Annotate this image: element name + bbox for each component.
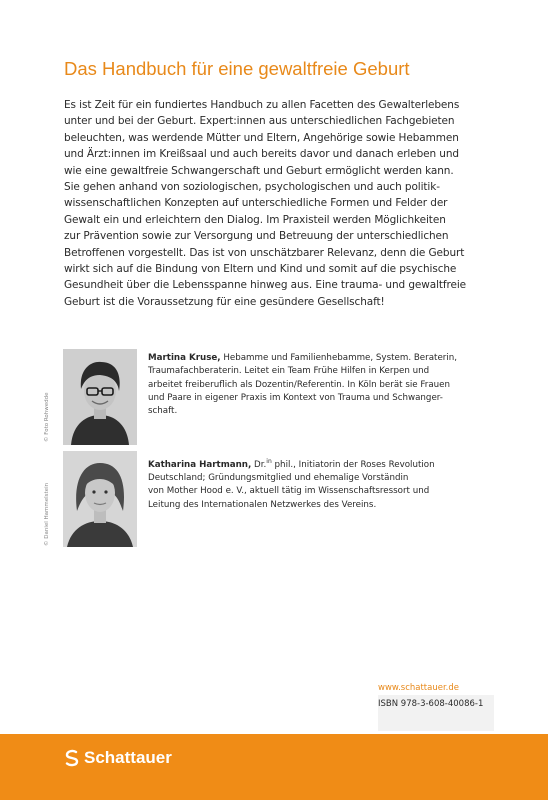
- bio-line: Traumafachberaterin. Leitet ein Team Frühe Hilfen in Kerpen und: [148, 366, 430, 377]
- blurb-line: wirkt sich auf die Bindung von Eltern und Kind und somit auf die psychische: [64, 263, 457, 276]
- publisher-name: Schattauer: [84, 748, 172, 767]
- schattauer-logo-icon: [64, 749, 80, 767]
- publisher-url[interactable]: www.schattauer.de: [378, 683, 460, 693]
- blurb-line: beleuchten, was werdende Mütter und Eltern, Angehörige sowie Hebammen: [64, 131, 459, 144]
- author-photo-martina-kruse: [63, 349, 137, 445]
- bio-line: schaft.: [148, 406, 178, 417]
- bio-line: und Paare in eigener Praxis im Kontext von Trauma und Schwanger-: [148, 392, 443, 403]
- photo-credit-2: © Daniel Hammelstein: [44, 482, 50, 546]
- bio-title-sup: in: [266, 458, 272, 465]
- author-photo-katharina-hartmann: [63, 451, 137, 547]
- blurb-line: Es ist Zeit für ein fundiertes Handbuch zu allen Facetten des Gewalterlebens: [64, 99, 460, 111]
- blurb-text: [64, 97, 502, 310]
- blurb-line: Geburt ist die Voraussetzung für eine gesündere Gesellschaft!: [64, 295, 385, 308]
- bio-line: Deutschland; Gründungsmitglied und ehemalige Vorständin: [148, 473, 409, 484]
- blurb-line: Betroffenen vorgestellt. Das ist von unschätzbarer Relevanz, denn die Geburt: [64, 246, 465, 259]
- blurb-line: zur Prävention sowie zur Versorgung und Betreuung der unterschiedlichen: [64, 230, 449, 243]
- author-bio-1: [148, 352, 520, 418]
- publisher-logo: [64, 748, 172, 768]
- blurb-line: und Ärzt:innen im Kreißsaal und auch bereits davor und danach erleben und: [64, 148, 459, 161]
- blurb-line: Sie gehen anhand von soziologischen, psychologischen und auch politik-: [64, 181, 440, 194]
- blurb-line: Gesundheit über die Lebensspanne hinweg aus. Eine trauma- und gewaltfreie: [64, 279, 467, 292]
- bio-line: phil., Initiatorin der Roses Revolution: [271, 459, 435, 470]
- isbn-number: ISBN 978-3-608-40086-1: [378, 699, 484, 709]
- blurb-line: wissenschaftlichen Konzepten auf unterschiedliche Formen und Felder der: [64, 197, 448, 210]
- bio-line: Leitung des Internationalen Netzwerkes des Vereins.: [148, 499, 377, 510]
- blurb-line: wie eine gewaltfreie Schwangerschaft und Geburt ermöglicht werden kann.: [64, 164, 454, 177]
- photo-credit-1: © Foto Rohwedde: [44, 392, 50, 442]
- author-name-2: Katharina Hartmann,: [148, 459, 252, 470]
- bio-line: von Mother Hood e. V., aktuell tätig im Wissenschaftsressort und: [148, 486, 430, 497]
- book-title: Das Handbuch für eine gewaltfreie Geburt: [64, 58, 410, 79]
- author-bio-2: [148, 455, 520, 512]
- blurb-line: Gewalt ein und erleichtern den Dialog. Im Praxisteil werden Möglichkeiten: [64, 213, 446, 226]
- bio-line: Hebamme und Familienhebamme, System. Beraterin,: [220, 353, 458, 363]
- blurb-line: unter und bei der Geburt. Expert:innen aus unterschiedlichen Fachgebieten: [64, 115, 455, 128]
- bio-line: arbeitet freiberuflich als Dozentin/Referentin. In Köln berät sie Frauen: [148, 379, 450, 390]
- author-name-1: Martina Kruse,: [148, 353, 221, 363]
- bio-title: Dr.: [251, 459, 267, 470]
